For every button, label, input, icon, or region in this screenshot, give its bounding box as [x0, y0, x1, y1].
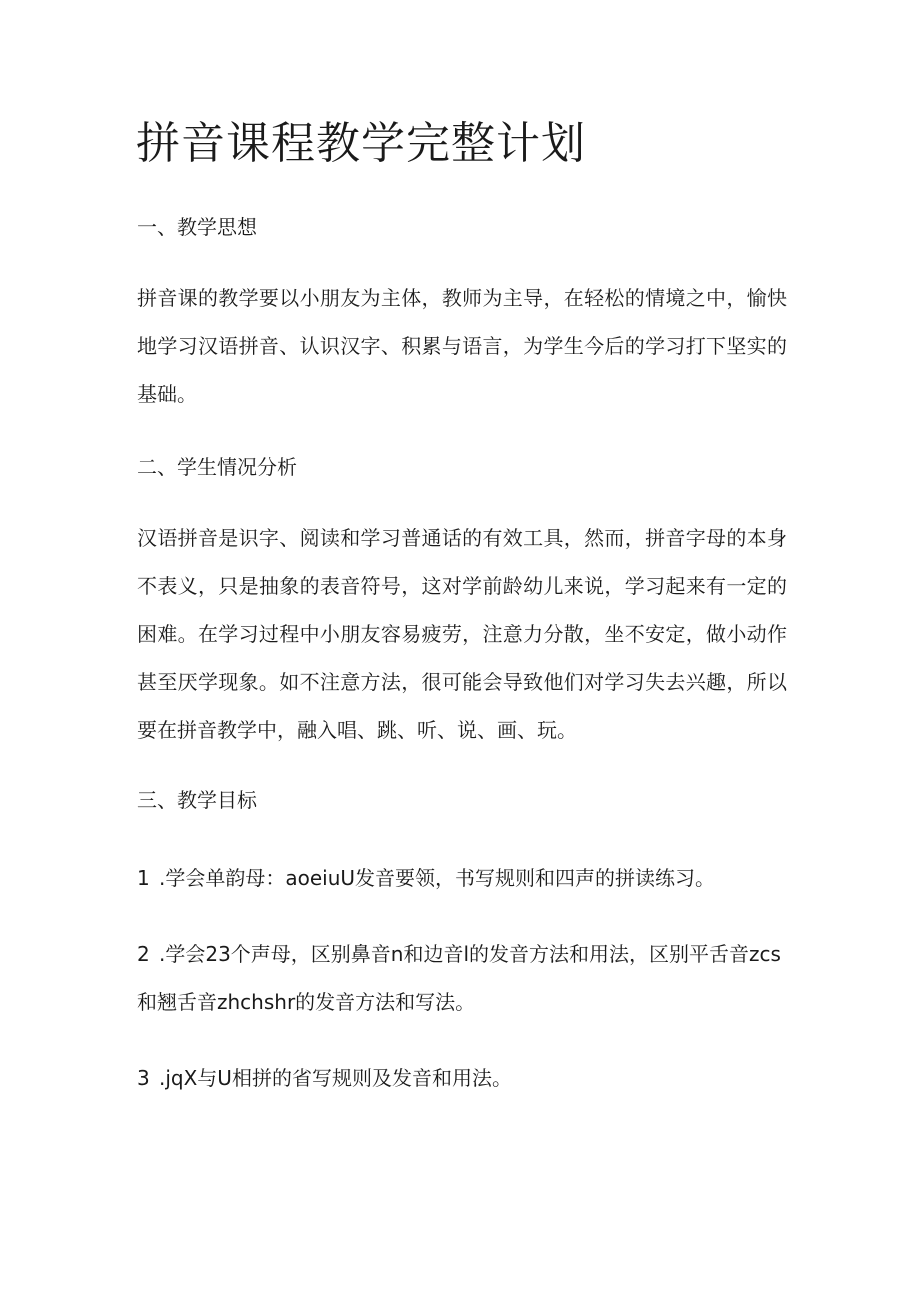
list-item-text: .学会单韵母：aoeiuU发音要领，书写规则和四声的拼读练习。: [159, 866, 716, 890]
list-item-number: 2: [137, 942, 150, 966]
paragraph-text: 汉语拼音是识字、阅读和学习普通话的有效工具，然而，拼音字母的本身不表义，只是抽象的表音符号，这对学前龄幼儿来说，学习起来有一定的困难。在学习过程中小朋友容易疲劳，注意力分散，坐不安定，做小动作甚至厌学现象。如不注意方法，很可能会导致他们对学习失去兴趣，所以要在拼音教学中，融入唱、跳、听、说、画、玩。: [137, 526, 787, 742]
goal-list-item: [137, 930, 787, 1026]
goal-list-item: [137, 854, 787, 902]
section-heading-teaching-goals: 三、教学目标: [137, 788, 257, 812]
section-heading-teaching-philosophy: 一、教学思想: [137, 215, 257, 239]
list-item-number: 1: [137, 866, 150, 890]
paragraph-text: 拼音课的教学要以小朋友为主体，教师为主导，在轻松的情境之中，愉快地学习汉语拼音、认识汉字、积累与语言，为学生今后的学习打下坚实的基础。: [137, 286, 787, 406]
list-item-text: .jqX与U相拼的省写规则及发音和用法。: [159, 1066, 512, 1090]
list-item-number: 3: [137, 1066, 150, 1090]
list-item-text: .学会23个声母，区别鼻音n和边音l的发音方法和用法，区别平舌音zcs和翘舌音zhchshr的发音方法和写法。: [137, 942, 781, 1014]
section-paragraph-student-analysis: [137, 514, 787, 754]
document-title: 拼音课程教学完整计划: [136, 118, 586, 169]
section-paragraph-teaching-philosophy: [137, 274, 787, 418]
goal-list-item: [137, 1054, 787, 1102]
section-heading-student-analysis: 二、学生情况分析: [137, 455, 297, 479]
